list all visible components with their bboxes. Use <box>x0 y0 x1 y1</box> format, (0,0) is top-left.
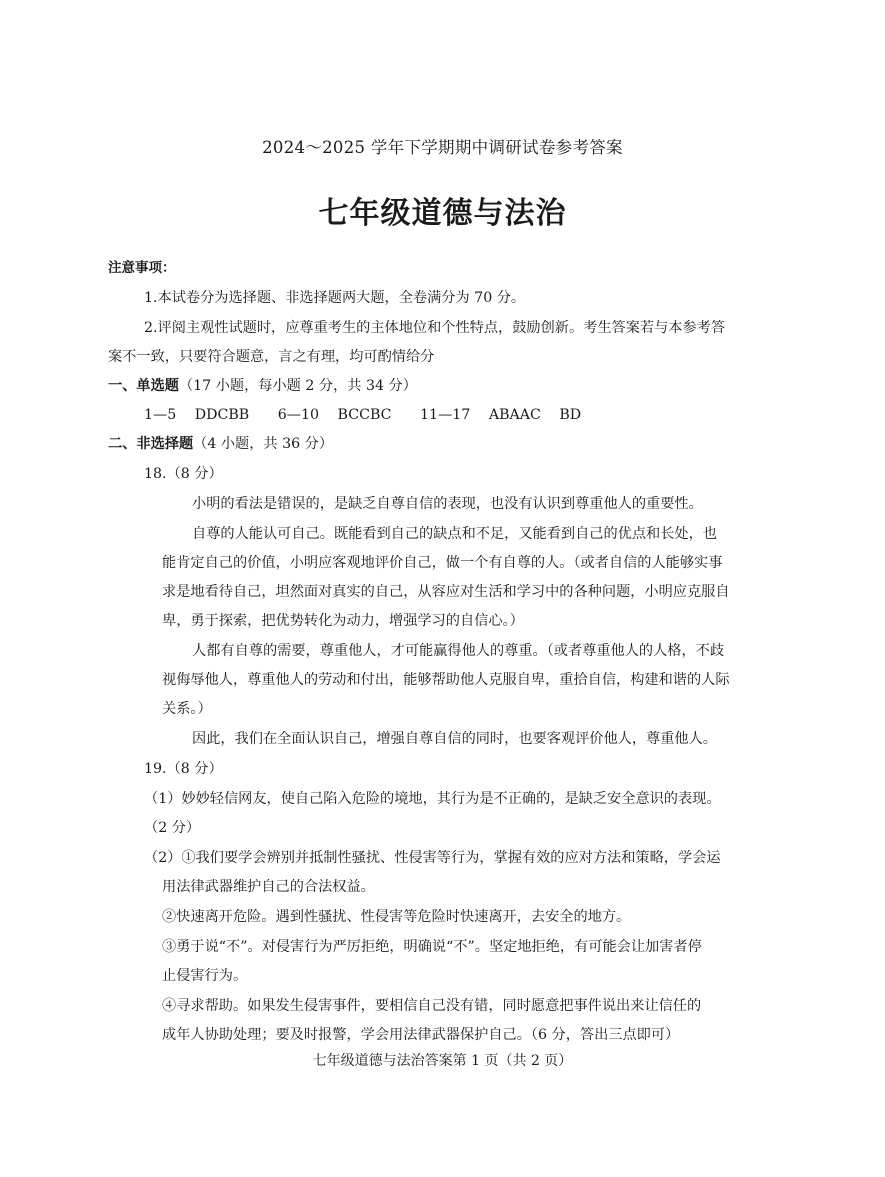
q19-line: 止侵害行为。 <box>162 968 248 984</box>
q19-line: 用法律武器维护自己的合法权益。 <box>162 879 375 895</box>
question-18-label: 18.（8 分） <box>144 466 223 482</box>
q18-line: 自尊的人能认可自己。既能看到自己的缺点和不足，又能看到自己的优点和长处，也 <box>192 526 717 542</box>
notes-item-2-line-1: 2.评阅主观性试题时，应尊重考生的主体地位和个性特点，鼓励创新。考生答案若与本参考答 <box>144 320 726 336</box>
answer-letters: DDCBB <box>194 407 250 423</box>
section1-answers <box>144 405 581 425</box>
q19-line: ③勇于说“不”。对侵害行为严厉拒绝，明确说“不”。坚定地拒绝，有可能会让加害者停 <box>162 939 702 955</box>
answer-letters: ABAAC <box>488 407 541 423</box>
q19-line: ④寻求帮助。如果发生侵害事件，要相信自己没有错，同时愿意把事件说出来让信任的 <box>162 998 702 1014</box>
q19-line: （2）①我们要学会辨别并抵制性骚扰、性侵害等行为，掌握有效的应对方法和策略，学会运 <box>144 850 721 866</box>
page-footer: 七年级道德与法治答案第 1 页（共 2 页） <box>312 1053 573 1069</box>
notes-heading: 注意事项： <box>108 260 176 276</box>
q18-line: 人都有自尊的需要，尊重他人，才可能赢得他人的尊重。（或者尊重他人的人格，不歧 <box>192 643 725 659</box>
q18-line: 求是地看待自己，坦然面对真实的自己，从容应对生活和学习中的各种问题，小明应克服自 <box>162 584 730 600</box>
q18-line: 能肯定自己的价值，小明应客观地评价自己，做一个有自尊的人。（或者自信的人能够实事 <box>162 555 723 571</box>
q19-line: （2 分） <box>144 820 201 836</box>
document-subtitle: 2024～2025 学年下学期期中调研试卷参考答案 <box>262 138 623 157</box>
section2-heading-detail: （4 小题，共 36 分） <box>193 436 334 452</box>
section1-heading-detail: （17 小题，每小题 2 分，共 34 分） <box>178 378 417 394</box>
q19-line: ②快速离开危险。遇到性骚扰、性侵害等危险时快速离开，去安全的地方。 <box>162 909 631 925</box>
answer-letters: BCCBC <box>337 407 392 423</box>
document-title: 七年级道德与法治 <box>318 196 567 231</box>
notes-item-2-line-2: 案不一致，只要符合题意，言之有理，均可酌情给分 <box>108 349 435 365</box>
answer-letters: BD <box>559 407 582 423</box>
q18-line: 视侮辱他人，尊重他人的劳动和付出，能够帮助他人克服自卑，重拾自信，构建和谐的人际 <box>162 672 730 688</box>
q19-line: 成年人协助处理；要及时报警，学会用法律武器保护自己。（6 分，答出三点即可） <box>162 1027 680 1043</box>
q19-line: （1）妙妙轻信网友，使自己陷入危险的境地，其行为是不正确的，是缺乏安全意识的表现。 <box>144 791 721 807</box>
notes-item-1: 1.本试卷分为选择题、非选择题两大题，全卷满分为 70 分。 <box>144 290 526 306</box>
section2-heading-title: 二、非选择题 <box>108 436 194 452</box>
question-19-label: 19.（8 分） <box>144 761 223 777</box>
q18-line: 因此，我们在全面认识自己，增强自尊自信的同时，也要客观评价他人，尊重他人。 <box>192 731 717 747</box>
section2-heading <box>108 434 333 454</box>
answer-range: 1—5 <box>144 407 177 423</box>
q18-line: 关系。） <box>162 701 212 717</box>
q18-line: 卑，勇于探索，把优势转化为动力，增强学习的自信心。） <box>162 613 524 629</box>
answer-range: 6—10 <box>277 407 320 423</box>
section1-heading-title: 一、单选题 <box>108 378 179 394</box>
answer-range: 11—17 <box>420 407 471 423</box>
q18-line: 小明的看法是错误的，是缺乏自尊自信的表现，也没有认识到尊重他人的重要性。 <box>192 496 703 512</box>
section1-heading <box>108 376 417 396</box>
